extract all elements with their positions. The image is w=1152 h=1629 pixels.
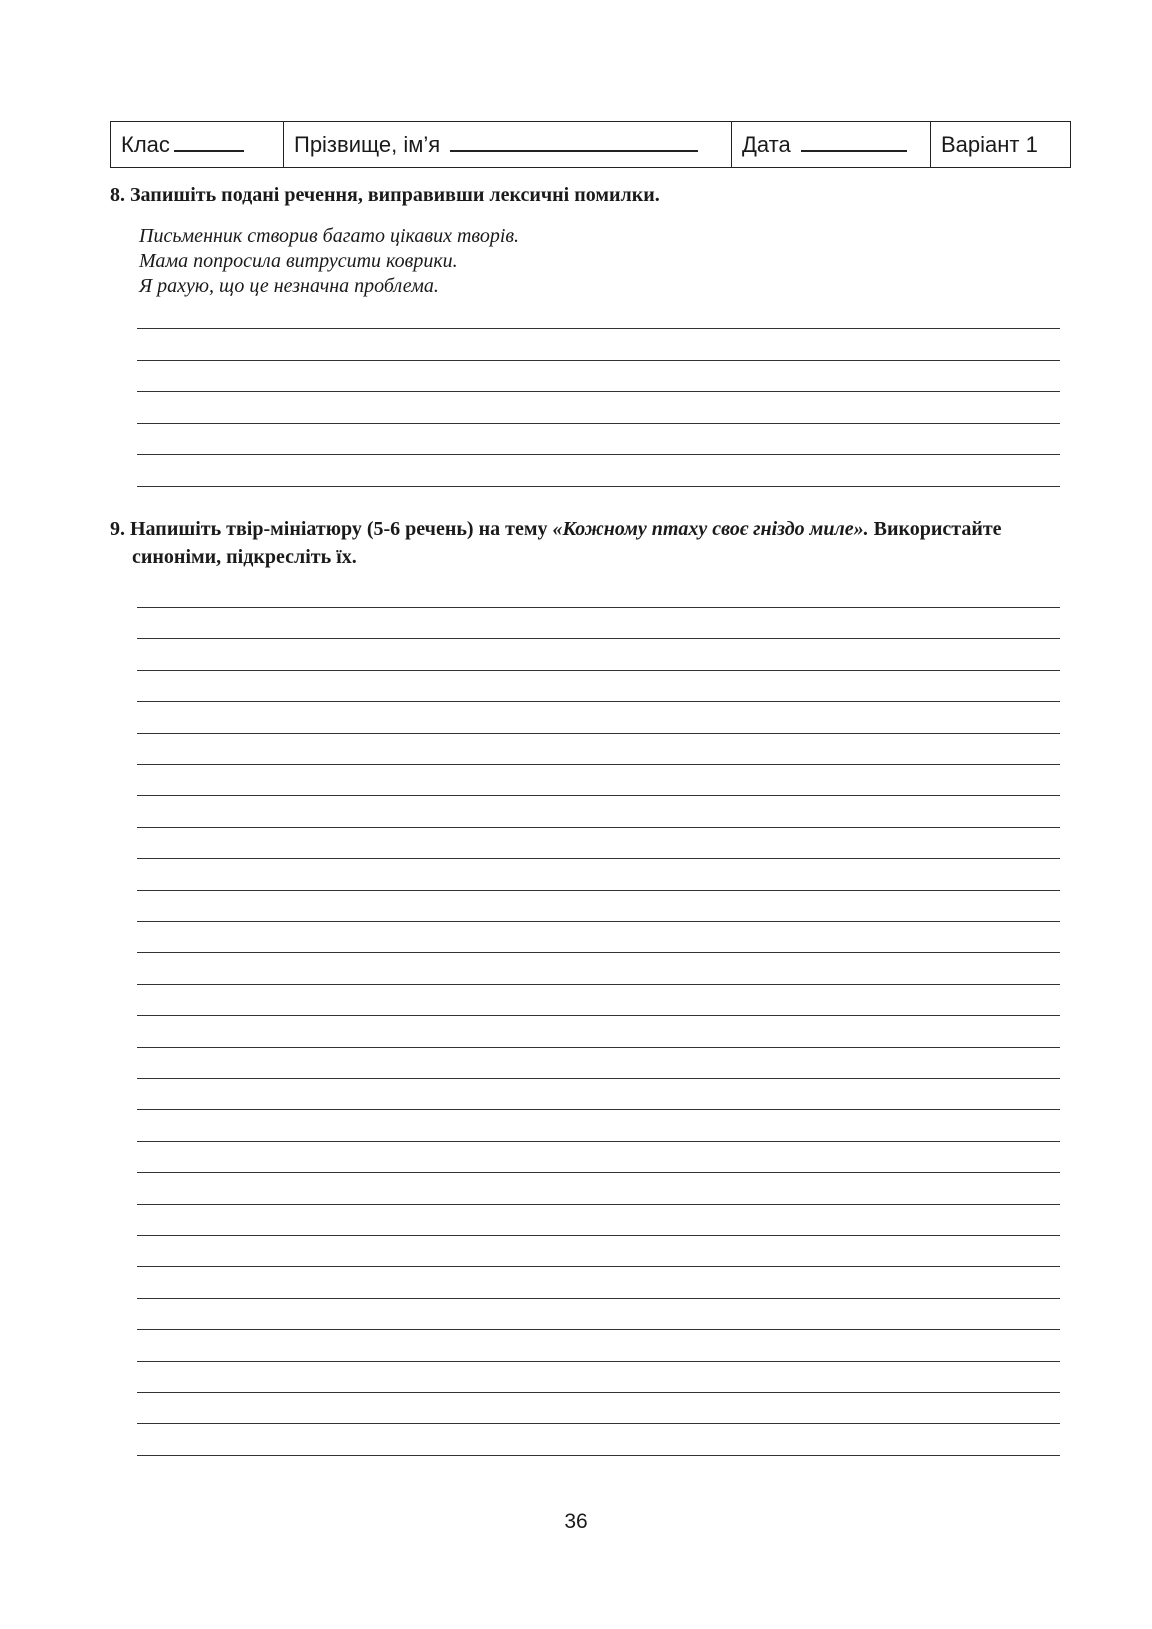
- class-blank: [174, 134, 244, 152]
- answer-line[interactable]: [137, 638, 1060, 639]
- answer-line[interactable]: [137, 952, 1060, 953]
- variant-label: Варіант 1: [941, 131, 1038, 157]
- date-field[interactable]: [732, 122, 931, 168]
- variant-cell: [931, 122, 1071, 168]
- name-blank: [450, 134, 698, 152]
- answer-line[interactable]: [137, 795, 1060, 796]
- date-label: Дата: [742, 131, 791, 157]
- answer-line[interactable]: [137, 1392, 1060, 1393]
- answer-line[interactable]: [137, 1047, 1060, 1048]
- answer-line[interactable]: [137, 1329, 1060, 1330]
- answer-line[interactable]: [137, 1361, 1060, 1362]
- answer-line[interactable]: [137, 701, 1060, 702]
- name-field[interactable]: [284, 122, 732, 168]
- task-9-text: Напишіть твір-мініатюру (5-6 речень) на тему: [130, 518, 548, 540]
- answer-line[interactable]: [137, 1078, 1060, 1079]
- answer-line[interactable]: [137, 328, 1060, 329]
- task-9-instruction: [110, 515, 1070, 571]
- answer-line[interactable]: [137, 921, 1060, 922]
- task-9-number: 9.: [110, 518, 125, 540]
- class-field[interactable]: [111, 122, 284, 168]
- answer-line[interactable]: [137, 423, 1060, 424]
- answer-line[interactable]: [137, 1015, 1060, 1016]
- answer-line[interactable]: [137, 858, 1060, 859]
- answer-line[interactable]: [137, 670, 1060, 671]
- answer-line[interactable]: [137, 1266, 1060, 1267]
- answer-line[interactable]: [137, 486, 1060, 487]
- date-blank: [801, 134, 907, 152]
- answer-line[interactable]: [137, 1141, 1060, 1142]
- answer-line[interactable]: [137, 1455, 1060, 1456]
- task-9-text-continued: синоніми, підкресліть їх.: [132, 546, 357, 568]
- sentence-item: Письменник створив багато цікавих творів.: [139, 225, 520, 247]
- answer-line[interactable]: [137, 1204, 1060, 1205]
- page-number: 36: [564, 1510, 588, 1533]
- task-9-text-after: Використайте: [873, 518, 1002, 540]
- answer-line[interactable]: [137, 1109, 1060, 1110]
- task-8-number: 8.: [110, 184, 125, 206]
- answer-line[interactable]: [137, 391, 1060, 392]
- name-label: Прізвище, ім’я: [294, 131, 441, 157]
- answer-line[interactable]: [137, 607, 1060, 608]
- answer-line[interactable]: [137, 1423, 1060, 1424]
- answer-line[interactable]: [137, 454, 1060, 455]
- answer-line[interactable]: [137, 360, 1060, 361]
- answer-line[interactable]: [137, 764, 1060, 765]
- student-info-header: [110, 121, 1071, 168]
- answer-line[interactable]: [137, 733, 1060, 734]
- answer-line[interactable]: [137, 984, 1060, 985]
- task-8-instruction: [110, 181, 1070, 209]
- answer-line[interactable]: [137, 1235, 1060, 1236]
- class-label: Клас: [121, 131, 170, 157]
- answer-line[interactable]: [137, 1172, 1060, 1173]
- answer-line[interactable]: [137, 827, 1060, 828]
- task-8-text: Запишіть подані речення, виправивши лексичні помилки.: [130, 184, 660, 206]
- task-9-theme: «Кожному птаху своє гніздо миле».: [552, 518, 869, 540]
- sentence-item: Я рахую, що це незначна проблема.: [139, 275, 439, 297]
- answer-line[interactable]: [137, 1298, 1060, 1299]
- sentence-item: Мама попросила витрусити коврики.: [139, 250, 458, 272]
- task-8-sentences: [139, 224, 1039, 299]
- answer-line[interactable]: [137, 890, 1060, 891]
